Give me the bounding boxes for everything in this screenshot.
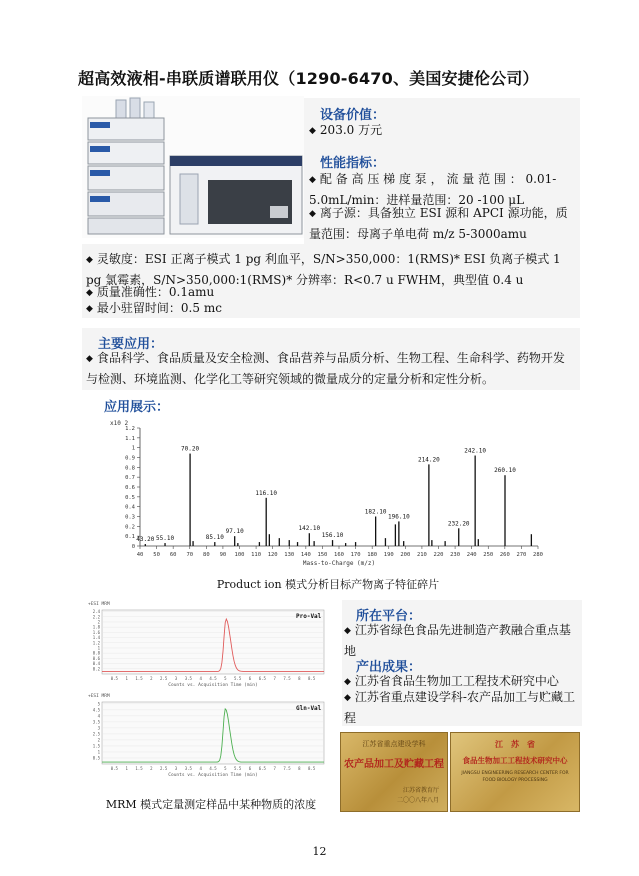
plaque-right-main: 食品生物加工工程技术研究中心	[462, 756, 568, 765]
mrm-pro-val-y-tick-label: 2	[97, 619, 100, 625]
mrm-gln-val-y-tick-label: 5	[97, 701, 100, 707]
mrm-pro-val-x-tick-label: 1.5	[135, 676, 143, 681]
mrm-gln-val-x-tick-label: 3	[174, 766, 178, 771]
instrument-photo	[82, 96, 304, 238]
mrm-pro-val-x-tick-label: 3	[174, 676, 178, 681]
spectrum-x-tick-label: 260	[499, 552, 510, 558]
mrm-caption: MRM 模式定量测定样品中某种物质的浓度	[105, 798, 317, 811]
spectrum-y-tick-label: 1	[131, 445, 135, 452]
value-amount: ◆ 203.0 万元	[309, 121, 382, 142]
spectrum-y-tick-label: 0.5	[125, 494, 135, 501]
mrm-gln-val-x-tick-label: 1.5	[135, 766, 143, 771]
mrm-pro-val-y-tick-label: 0.8	[92, 650, 100, 656]
spectrum-peak-label: 85.10	[205, 534, 224, 542]
spectrum-peak-label: 232.20	[447, 520, 470, 528]
spectrum-y-tick-label: 0.4	[125, 504, 135, 511]
mrm-gln-val-x-tick-label: 7	[273, 766, 276, 771]
spectrum-peak-label: 43.20	[136, 536, 155, 544]
mrm-gln-val-x-label: Counts vs. Acquisition Time (min)	[168, 773, 258, 778]
mrm-chart-pro-val	[86, 598, 330, 690]
plaque-right-top: 江 苏 省	[495, 739, 535, 749]
spectrum-y-multiplier: x10 2	[110, 420, 129, 427]
spectrum-y-tick-label: 1.1	[125, 435, 135, 442]
spectrum-x-tick-label: 90	[219, 552, 227, 558]
plaque-left-main: 农产品加工及贮藏工程	[344, 759, 444, 770]
spectrum-x-tick-label: 200	[400, 552, 411, 558]
spectrum-x-tick-label: 230	[450, 552, 461, 558]
mrm-gln-val-x-tick-label: 8.5	[308, 766, 316, 771]
spectrum-y-tick-label: 0.7	[125, 475, 135, 482]
spectrum-y-tick-label: 0.9	[125, 455, 135, 462]
spectrum-peak-label: 214.20	[418, 456, 440, 464]
platform-heading: 所在平台：	[356, 609, 422, 624]
mrm-gln-val-x-tick-label: 6	[248, 766, 252, 771]
spectrum-x-tick-label: 170	[350, 552, 361, 558]
mrm-gln-val-plot-area	[102, 702, 324, 764]
applications-heading: 主要应用：	[98, 337, 164, 352]
spectrum-x-tick-label: 60	[169, 552, 177, 558]
mrm-pro-val-y-tick-label: 1.8	[92, 624, 100, 630]
mrm-gln-val-y-tick-label: 4	[97, 713, 100, 719]
spectrum-x-tick-label: 110	[251, 552, 262, 558]
mrm-gln-val-y-tick-label: 3	[97, 725, 100, 731]
spectrum-y-tick-label: 0.2	[125, 524, 135, 531]
spectrum-peak-label: 142.10	[298, 525, 321, 533]
page-number: 12	[312, 845, 327, 858]
mrm-gln-val-x-tick-label: 6.5	[258, 766, 266, 771]
mrm-gln-val-y-tick-label: 3.5	[92, 719, 100, 725]
plaque-research-center	[450, 732, 580, 812]
plaque-left-top: 江苏省重点建设学科	[362, 740, 426, 748]
spectrum-peak-label: 196.10	[388, 513, 410, 521]
mrm-pro-val-x-tick-label: 6.5	[258, 676, 266, 681]
spectrum-x-tick-label: 140	[300, 552, 311, 558]
mrm-pro-val-x-tick-label: 7	[273, 676, 276, 681]
spectrum-x-tick-label: 180	[367, 552, 378, 558]
mrm-pro-val-x-tick-label: 6	[248, 676, 252, 681]
spectrum-peak-label: 182.10	[364, 508, 387, 516]
spectrum-x-tick-label: 130	[284, 552, 295, 558]
mrm-pro-val-x-tick-label: 4	[199, 676, 202, 681]
spectrum-x-tick-label: 150	[317, 552, 328, 558]
mrm-pro-val-y-tick-label: 1.6	[92, 629, 100, 635]
mrm-pro-val-y-tick-label: 0.4	[92, 661, 100, 667]
spectrum-peak-label: 97.10	[225, 528, 244, 536]
mrm-pro-val-x-tick-label: 8.5	[308, 676, 316, 681]
mrm-gln-val-y-tick-label: 1.5	[92, 743, 100, 749]
mrm-pro-val-plot-area	[102, 610, 324, 674]
spectrum-x-tick-label: 100	[234, 552, 245, 558]
mrm-pro-val-y-tick-label: 1.4	[92, 635, 100, 641]
mrm-pro-val-x-tick-label: 3.5	[184, 676, 192, 681]
spectrum-y-tick-label: 0.6	[125, 485, 135, 491]
mrm-pro-val-x-tick-label: 0.5	[110, 676, 118, 681]
spectrum-y-tick-label: 0.8	[125, 465, 135, 472]
spectrum-x-tick-label: 190	[383, 552, 394, 558]
mrm-pro-val-x-tick-label: 4.5	[209, 676, 217, 681]
mrm-pro-val-x-tick-label: 1	[125, 676, 128, 681]
spectrum-x-label: Mass-to-Charge (m/z)	[302, 560, 376, 567]
performance-item-flow: ◆ 配 备 高 压 梯 度 泵 ， 流 量 范 围 ： 0.01-5.0mL/min：进样量范围：20 -100 μL	[309, 170, 565, 210]
spectrum-x-tick-label: 270	[516, 552, 527, 558]
performance-item-dwell: ◆ 最小驻留时间：0.5 mc	[86, 299, 222, 320]
mrm-gln-val-y-tick-label: 2.5	[92, 731, 100, 737]
plaque-right-en2: FOOD BIOLOGY PROCESSING	[482, 778, 548, 783]
plaque-discipline	[340, 732, 448, 812]
mrm-gln-val-x-tick-label: 1	[125, 766, 128, 771]
spectrum-x-tick-label: 40	[136, 552, 144, 558]
plaque-left-date: 二〇〇八年八月	[396, 797, 439, 804]
spectrum-peak-label: 70.20	[181, 445, 200, 453]
mrm-gln-val-x-tick-label: 2	[150, 766, 153, 771]
spectrum-x-tick-label: 120	[267, 552, 278, 558]
performance-item-accuracy: ◆ 质量准确性：0.1amu	[86, 283, 214, 304]
spectrum-x-tick-label: 240	[466, 552, 477, 558]
plaque-left-issuer: 江苏省教育厅	[402, 787, 439, 794]
spectrum-x-tick-label: 280	[533, 552, 543, 558]
product-ion-spectrum-chart	[108, 416, 548, 572]
mrm-pro-val-y-tick-label: 1.2	[92, 640, 100, 646]
spectrum-y-tick-label: 0.3	[125, 514, 135, 521]
mrm-gln-val-y-tick-label: 2	[97, 737, 100, 743]
mrm-pro-val-header: +ESI MRM	[88, 602, 110, 607]
applications-text: ◆ 食品科学、食品质量及安全检测、食品营养与品质分析、生物工程、生命科学、药物开发与检测、环境监测、化学化工等研究领域的微量成分的定量分析和定性分析。	[86, 349, 574, 389]
mrm-pro-val-x-tick-label: 7.5	[283, 676, 291, 681]
page-title: 超高效液相-串联质谱联用仪（1290-6470、美国安捷伦公司）	[78, 69, 539, 88]
mrm-gln-val-x-tick-label: 8	[298, 766, 301, 771]
results-item-center: ◆ 江苏省食品生物加工工程技术研究中心	[344, 672, 578, 693]
plaque-right-en1: JIANGSU ENGINEERING RESEARCH CENTER FOR	[461, 771, 569, 776]
mrm-gln-val-x-tick-label: 5.5	[234, 766, 242, 771]
spectrum-peak-label: 55.10	[156, 535, 175, 543]
mrm-gln-val-y-tick-label: 0.5	[92, 755, 100, 761]
mrm-pro-val-y-tick-label: 1	[97, 645, 100, 651]
spectrum-caption: Product ion 模式分析目标产物离子特征碎片	[216, 578, 440, 591]
mrm-gln-val-y-tick-label: 1	[97, 749, 100, 755]
spectrum-peak-label: 242.10	[464, 447, 486, 455]
mrm-pro-val-y-tick-label: 2.2	[92, 614, 100, 620]
spectrum-x-tick-label: 80	[203, 552, 210, 558]
mrm-pro-val-y-tick-label: 0.2	[92, 666, 100, 672]
mrm-pro-val-y-tick-label: 2.4	[92, 609, 100, 615]
spectrum-peak-label: 260.10	[494, 467, 516, 475]
platform-item: ◆ 江苏省绿色食品先进制造产教融合重点基地	[344, 621, 578, 661]
spectrum-x-tick-label: 210	[416, 552, 427, 558]
mrm-pro-val-x-tick-label: 2	[150, 676, 153, 681]
performance-heading: 性能指标：	[320, 156, 386, 171]
mrm-chart-gln-val	[86, 690, 330, 780]
spectrum-y-tick-label: 1.2	[125, 426, 135, 432]
results-heading: 产出成果：	[356, 660, 422, 675]
mrm-pro-val-x-tick-label: 8	[298, 676, 301, 681]
spectrum-x-tick-label: 160	[334, 552, 344, 558]
mrm-gln-val-x-tick-label: 4.5	[209, 766, 217, 771]
mrm-gln-val-x-tick-label: 3.5	[184, 766, 192, 771]
mrm-gln-val-series-label: Gln-Val	[296, 705, 322, 712]
mrm-gln-val-x-tick-label: 0.5	[110, 766, 118, 771]
mrm-pro-val-x-tick-label: 5	[224, 676, 227, 681]
spectrum-x-tick-label: 70	[186, 552, 194, 558]
performance-item-ion-source: ◆ 离子源：具备独立 ESI 源和 APCI 源功能，质量范围：母离子单电荷 m/z 5-3000amu	[309, 204, 571, 244]
mrm-pro-val-x-tick-label: 2.5	[160, 676, 168, 681]
spectrum-y-tick-label: 0	[131, 544, 135, 550]
spectrum-y-tick-label: 0.1	[125, 534, 135, 541]
mrm-gln-val-x-tick-label: 7.5	[283, 766, 291, 771]
mrm-pro-val-x-tick-label: 5.5	[234, 676, 242, 681]
showcase-heading: 应用展示：	[104, 400, 170, 415]
results-item-discipline: ◆ 江苏省重点建设学科-农产品加工与贮藏工程	[344, 688, 578, 728]
mrm-gln-val-x-tick-label: 4	[199, 766, 202, 771]
mrm-gln-val-x-tick-label: 5	[224, 766, 227, 771]
mrm-gln-val-x-tick-label: 2.5	[160, 766, 168, 771]
mrm-gln-val-y-tick-label: 4.5	[92, 707, 100, 713]
spectrum-x-tick-label: 220	[433, 552, 444, 558]
spectrum-peak-label: 116.10	[255, 489, 278, 497]
mrm-pro-val-y-tick-label: 0.6	[92, 655, 100, 661]
value-heading: 设备价值：	[320, 108, 386, 123]
spectrum-x-tick-label: 50	[153, 552, 160, 558]
mrm-pro-val-x-label: Counts vs. Acquisition Time (min)	[168, 683, 258, 688]
performance-item-sensitivity: ◆ 灵敏度：ESI 正离子模式 1 pg 利血平，S/N>350,000：1(RMS)* ESI 负离子模式 1 pg 氯霉素，S/N>350,000:1(RMS)* 分辨率：R<0.7 u FWHM，典型值 0.4 u	[86, 250, 574, 290]
spectrum-x-tick-label: 250	[483, 552, 494, 558]
mrm-gln-val-header: +ESI MRM	[88, 694, 110, 699]
mrm-pro-val-series-label: Pro-Val	[296, 613, 322, 620]
spectrum-peak-label: 156.10	[321, 532, 344, 540]
